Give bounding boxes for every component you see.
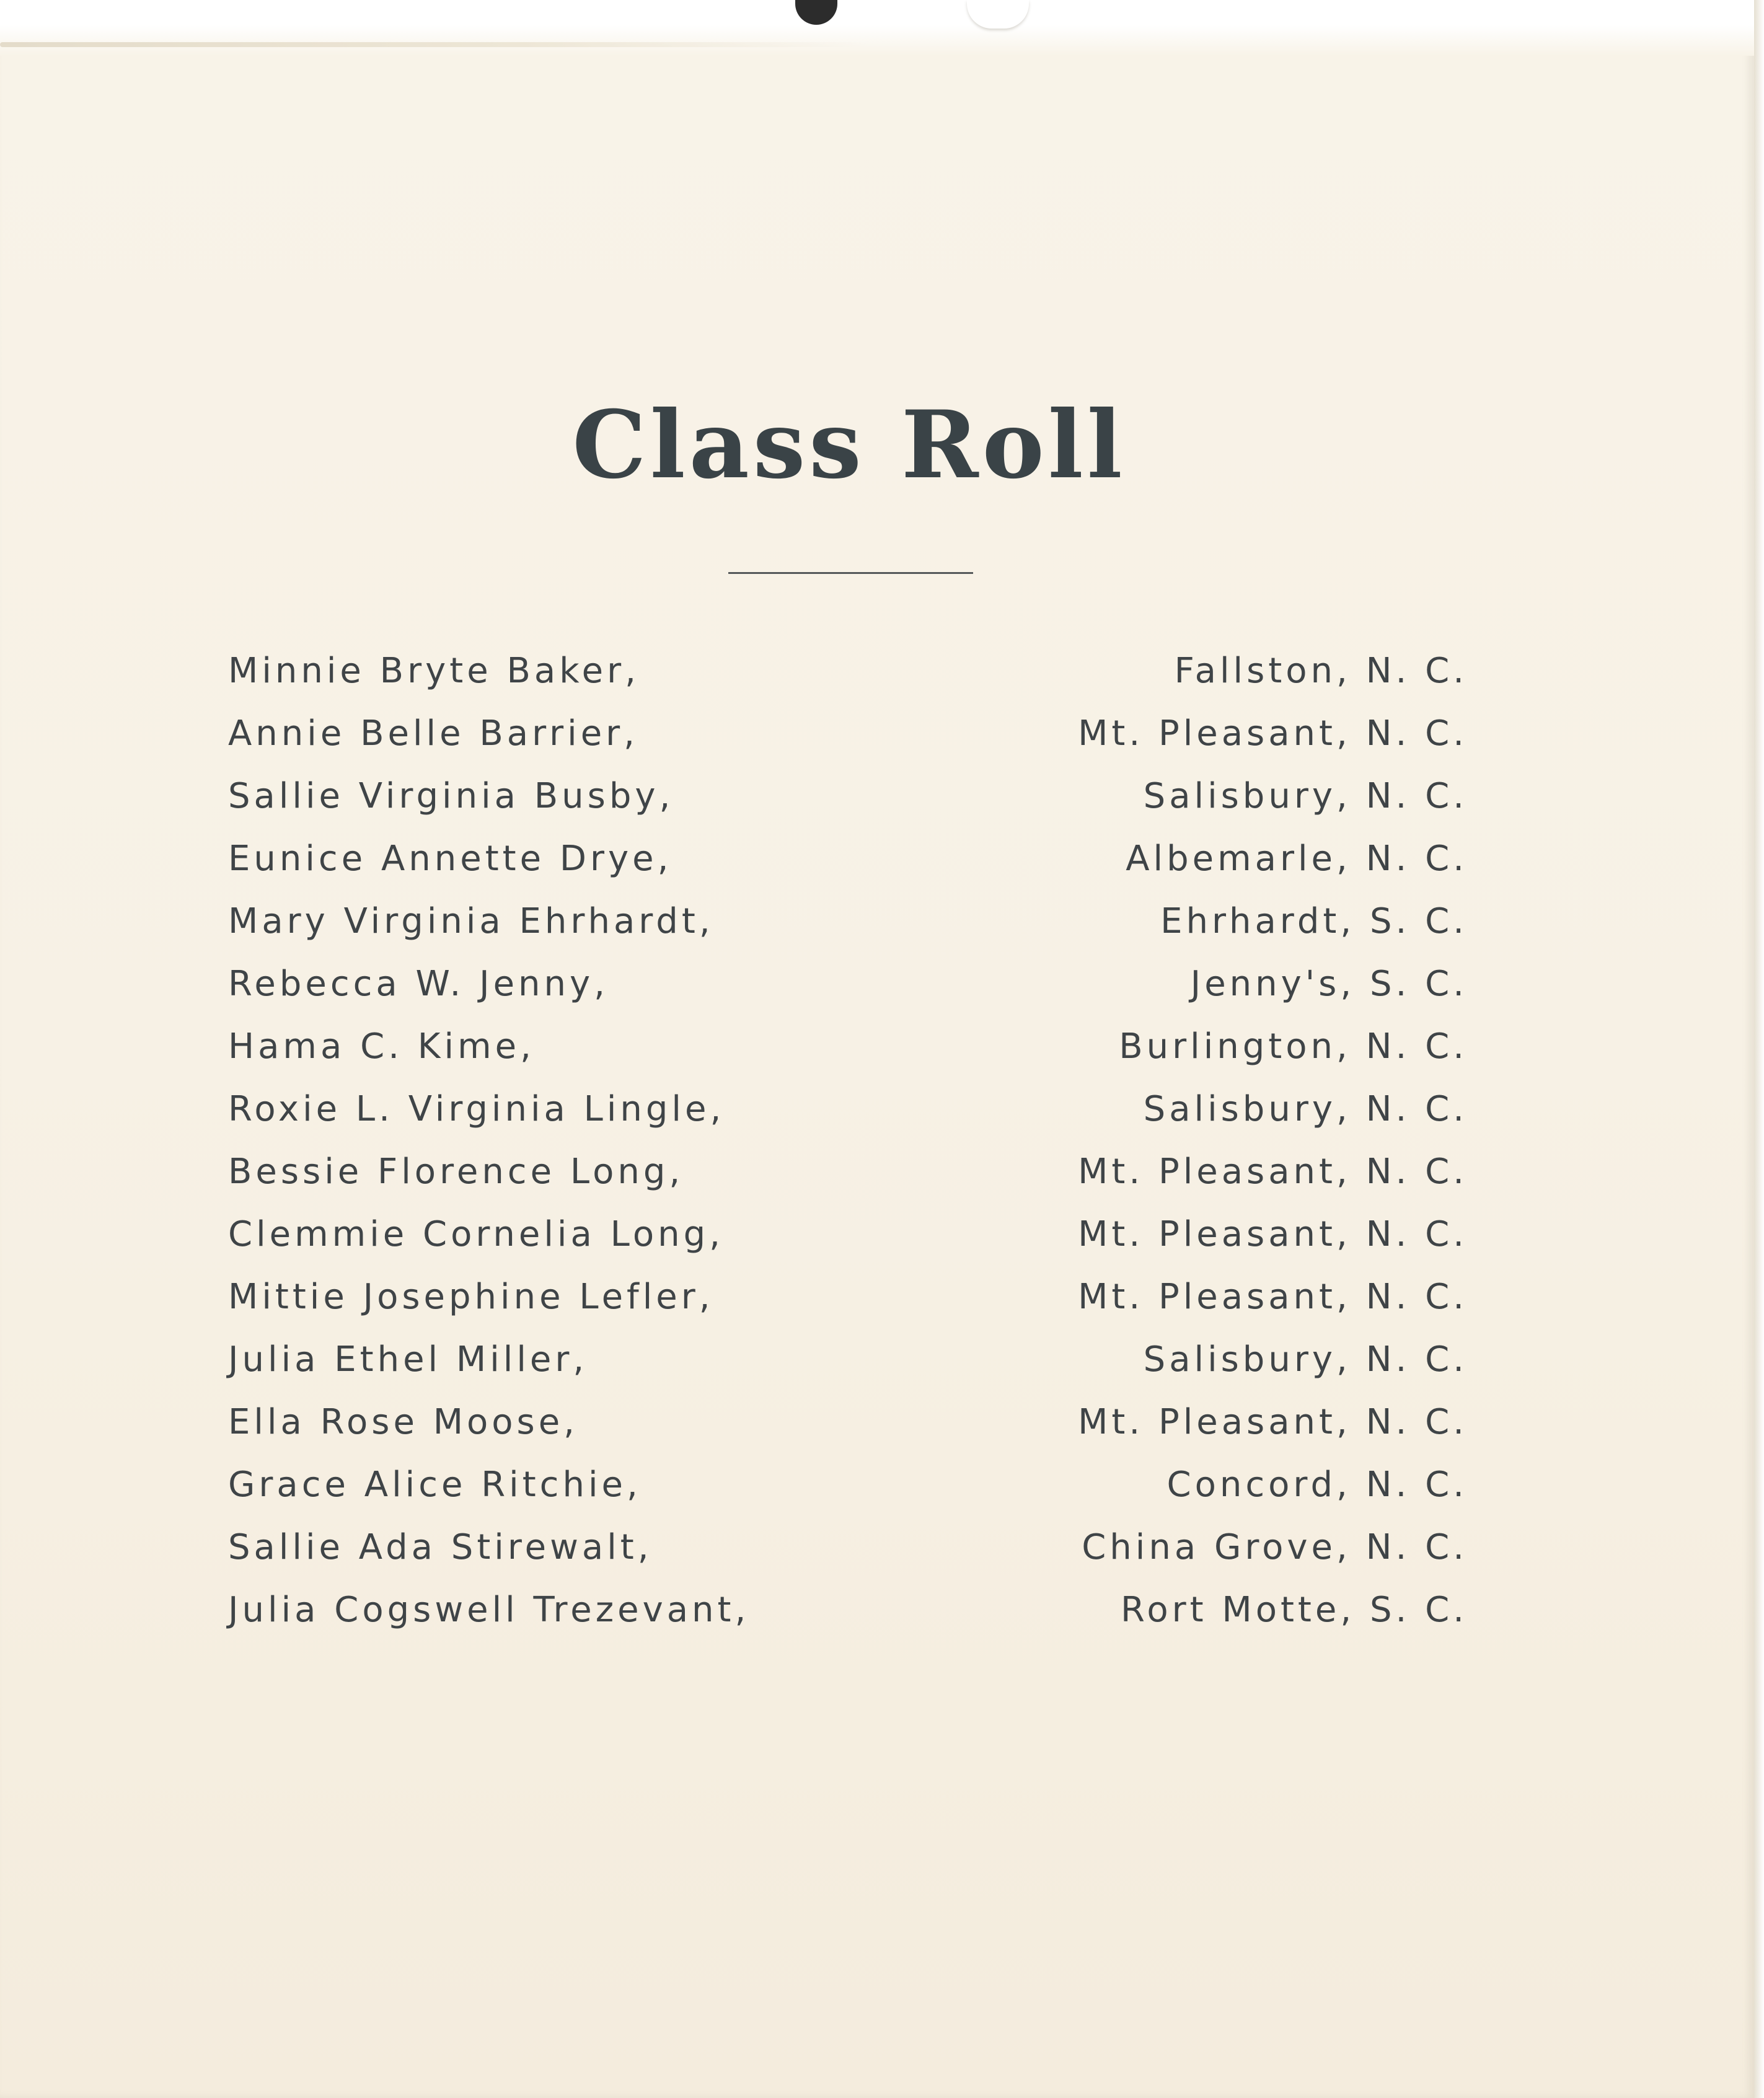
student-name: Bessie Florence Long, [228,1152,684,1192]
student-hometown: Salisbury, N. C. [1143,776,1468,816]
list-item [228,1277,1468,1339]
list-item [228,1402,1468,1465]
student-name: Julia Ethel Miller, [228,1339,588,1380]
student-name: Grace Alice Ritchie, [228,1465,642,1505]
student-hometown: Salisbury, N. C. [1143,1089,1468,1129]
student-hometown: Mt. Pleasant, N. C. [1078,1277,1468,1317]
student-name: Annie Belle Barrier, [228,713,638,754]
student-hometown: China Grove, N. C. [1082,1527,1468,1567]
student-name: Sallie Virginia Busby, [228,776,674,816]
student-name: Mittie Josephine Lefler, [228,1277,714,1317]
student-name: Sallie Ada Stirewalt, [228,1527,653,1567]
class-roll-list [228,651,1468,1652]
top-edge [0,0,1764,56]
list-item [228,713,1468,776]
student-hometown: Salisbury, N. C. [1143,1339,1468,1380]
student-hometown: Jenny's, S. C. [1190,964,1468,1004]
student-name: Eunice Annette Drye, [228,839,673,879]
list-item [228,1026,1468,1089]
student-hometown: Ehrhardt, S. C. [1160,901,1468,941]
student-name: Rebecca W. Jenny, [228,964,609,1004]
title-rule [728,572,973,574]
student-hometown: Fallston, N. C. [1174,651,1468,691]
student-name: Hama C. Kime, [228,1026,535,1067]
list-item [228,901,1468,964]
student-hometown: Rort Motte, S. C. [1120,1590,1468,1630]
list-item [228,1590,1468,1652]
student-hometown: Burlington, N. C. [1119,1026,1468,1067]
right-edge [1754,0,1764,2098]
list-item [228,776,1468,839]
student-name: Roxie L. Virginia Lingle, [228,1089,725,1129]
list-item [228,651,1468,713]
list-item [228,964,1468,1026]
student-name: Minnie Bryte Baker, [228,651,640,691]
list-item [228,1089,1468,1152]
student-hometown: Concord, N. C. [1166,1465,1468,1505]
list-item [228,839,1468,901]
torn-edge [0,42,868,47]
student-name: Mary Virginia Ehrhardt, [228,901,714,941]
list-item [228,1339,1468,1402]
student-name: Clemmie Cornelia Long, [228,1214,724,1254]
list-item [228,1465,1468,1527]
student-name: Julia Cogswell Trezevant, [228,1590,750,1630]
list-item [228,1152,1468,1214]
student-hometown: Mt. Pleasant, N. C. [1078,1152,1468,1192]
student-hometown: Mt. Pleasant, N. C. [1078,1214,1468,1254]
list-item [228,1214,1468,1277]
student-hometown: Albemarle, N. C. [1126,839,1468,879]
list-item [228,1527,1468,1590]
student-hometown: Mt. Pleasant, N. C. [1078,713,1468,754]
page-title: Class Roll [572,390,1126,500]
student-name: Ella Rose Moose, [228,1402,578,1442]
student-hometown: Mt. Pleasant, N. C. [1078,1402,1468,1442]
